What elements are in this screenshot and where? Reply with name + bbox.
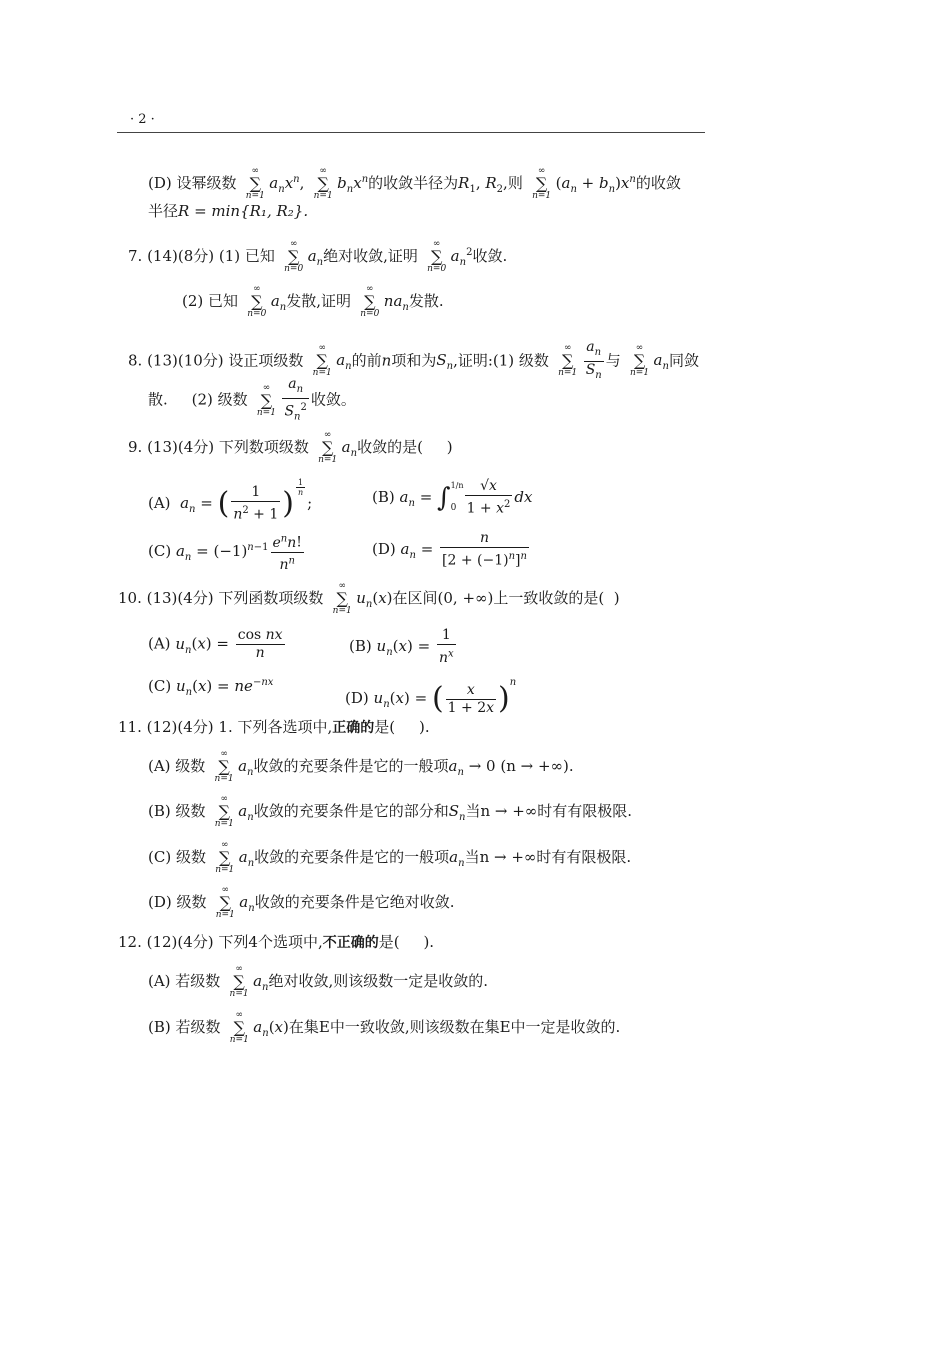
sum-symbol: ∞ ∑ n=0 — [284, 239, 304, 274]
q6-option-d: (D) 设幂级数 ∞ ∑ n=1 $a_nx^n$, ∞ ∑ n=1 $b_nx^n$的收敛半径为$R_1$, $R_2$,则 ∞ ∑ n=1 $(a_n + b_n)x^n$的收敛 — [148, 166, 681, 201]
q9-option-b: (B) $a_n$ = ∫ 1/n 0 $\frac{√x}{1 + x^2}$ dx — [372, 478, 533, 517]
sum-symbol: ∞ ∑ n=1 — [229, 1010, 249, 1045]
q10-option-c: (C) $u_n(x) = ne^{-nx}$ — [148, 677, 274, 698]
q12-option-a: (A) 若级数 ∞ ∑ n=1 $a_n$绝对收敛,则该级数一定是收敛的. — [148, 964, 489, 999]
q8: 8. (13)(10分) 设正项级数 ∞ ∑ n=1 $a_n$的前n项和为$S_n$,证明:(1) 级数 ∞ ∑ n=1 $\frac{a_n}{S_n}$ 与 ∞ ∑ n=1 $a_n$同敛 — [128, 339, 699, 381]
sum-symbol: ∞ ∑ n=1 — [532, 166, 552, 201]
sum-symbol: ∞ ∑ n=1 — [332, 581, 352, 616]
sum-symbol: ∞ ∑ n=1 — [215, 885, 235, 920]
q6d-label: (D) 设幂级数 — [148, 174, 237, 192]
sum-symbol: ∞ ∑ n=1 — [629, 343, 650, 379]
q11-option-d: (D) 级数 ∞ ∑ n=1 $a_n$收敛的充要条件是它绝对收敛. — [148, 885, 455, 920]
q9-option-a: (A) $a_n$ = ( $\frac{1}{n^2 + 1}$ ) $^{\frac{1}{n}}$ ; — [148, 478, 313, 523]
sum-symbol: ∞ ∑ n=1 — [229, 964, 249, 999]
q11-option-c: (C) 级数 ∞ ∑ n=1 $a_n$收敛的充要条件是它的一般项$a_n$当n → +∞时有有限极限. — [148, 840, 632, 875]
sum-symbol: ∞ ∑ n=1 — [215, 840, 235, 875]
header-rule — [117, 132, 705, 133]
q6-option-d-line2: 半径R = min{R₁, R₂}. — [148, 202, 309, 220]
q12-option-b: (B) 若级数 ∞ ∑ n=1 $a_n(x)$在集E中一致收敛,则该级数在集E中一定是收敛的. — [148, 1010, 621, 1045]
sum-symbol: ∞ ∑ n=1 — [313, 166, 333, 201]
q10-option-b: (B) $u_n(x)$ = $\frac{1}{n^x}$ — [349, 627, 454, 666]
sum-symbol: ∞ ∑ n=1 — [256, 382, 276, 418]
sum-symbol: ∞ ∑ n=1 — [245, 166, 265, 201]
q8-line2: 散. (2) 级数 ∞ ∑ n=1 $\frac{a_n}{S_n^2}$ 收敛。 — [148, 376, 356, 423]
q9-option-d: (D) $a_n$ = $\frac{n}{[2 + (-1)^n]^n}$ — [372, 530, 527, 569]
sum-symbol: ∞ ∑ n=1 — [214, 749, 234, 784]
q9: 9. (13)(4分) 下列数项级数 ∞ ∑ n=1 $a_n$收敛的是( ) — [128, 430, 453, 465]
sum-symbol: ∞ ∑ n=1 — [312, 343, 332, 379]
q10: 10. (13)(4分) 下列函数项级数 ∞ ∑ n=1 $u_n(x)$在区间(0, +∞)上一致收敛的是( ) — [118, 581, 620, 616]
q7-part2: (2) 已知 ∞ ∑ n=0 $a_n$发散,证明 ∞ ∑ n=0 $na_n$发散. — [182, 284, 444, 319]
sum-symbol: ∞ ∑ n=0 — [427, 239, 447, 274]
sum-symbol: ∞ ∑ n=1 — [318, 430, 338, 465]
sum-symbol: ∞ ∑ n=1 — [214, 794, 234, 829]
sum-symbol: ∞ ∑ n=0 — [247, 284, 267, 319]
q10-option-a: (A) $u_n(x)$ = $\frac{\text{cos nx}}{n}$ — [148, 627, 283, 661]
sum-symbol: ∞ ∑ n=1 — [558, 343, 578, 379]
q11-option-a: (A) 级数 ∞ ∑ n=1 $a_n$收敛的充要条件是它的一般项$a_n \to 0$ (n → +∞). — [148, 749, 574, 784]
q10-option-d: (D) $u_n(x)$ = ( $\frac{x}{1 + 2x}$ )$^n$ — [345, 677, 517, 716]
page-number: · 2 · — [130, 112, 155, 127]
q12: 12. (12)(4分) 下列4个选项中,不正确的是( ). — [118, 933, 435, 951]
q11: 11. (12)(4分) 1. 下列各选项中,正确的是( ). — [118, 718, 430, 736]
q11-option-b: (B) 级数 ∞ ∑ n=1 $a_n$收敛的充要条件是它的部分和$S_n$当n → +∞时有有限极限. — [148, 794, 633, 829]
sum-symbol: ∞ ∑ n=0 — [360, 284, 380, 319]
q7: 7. (14)(8分) (1) 已知 ∞ ∑ n=0 $a_n$绝对收敛,证明 ∞ ∑ n=0 $a_n^2$收敛. — [128, 239, 508, 274]
q9-option-c: (C) $a_n = (-1)^{n-1}$ $\frac{e^nn!}{n^n}$ — [148, 530, 306, 574]
